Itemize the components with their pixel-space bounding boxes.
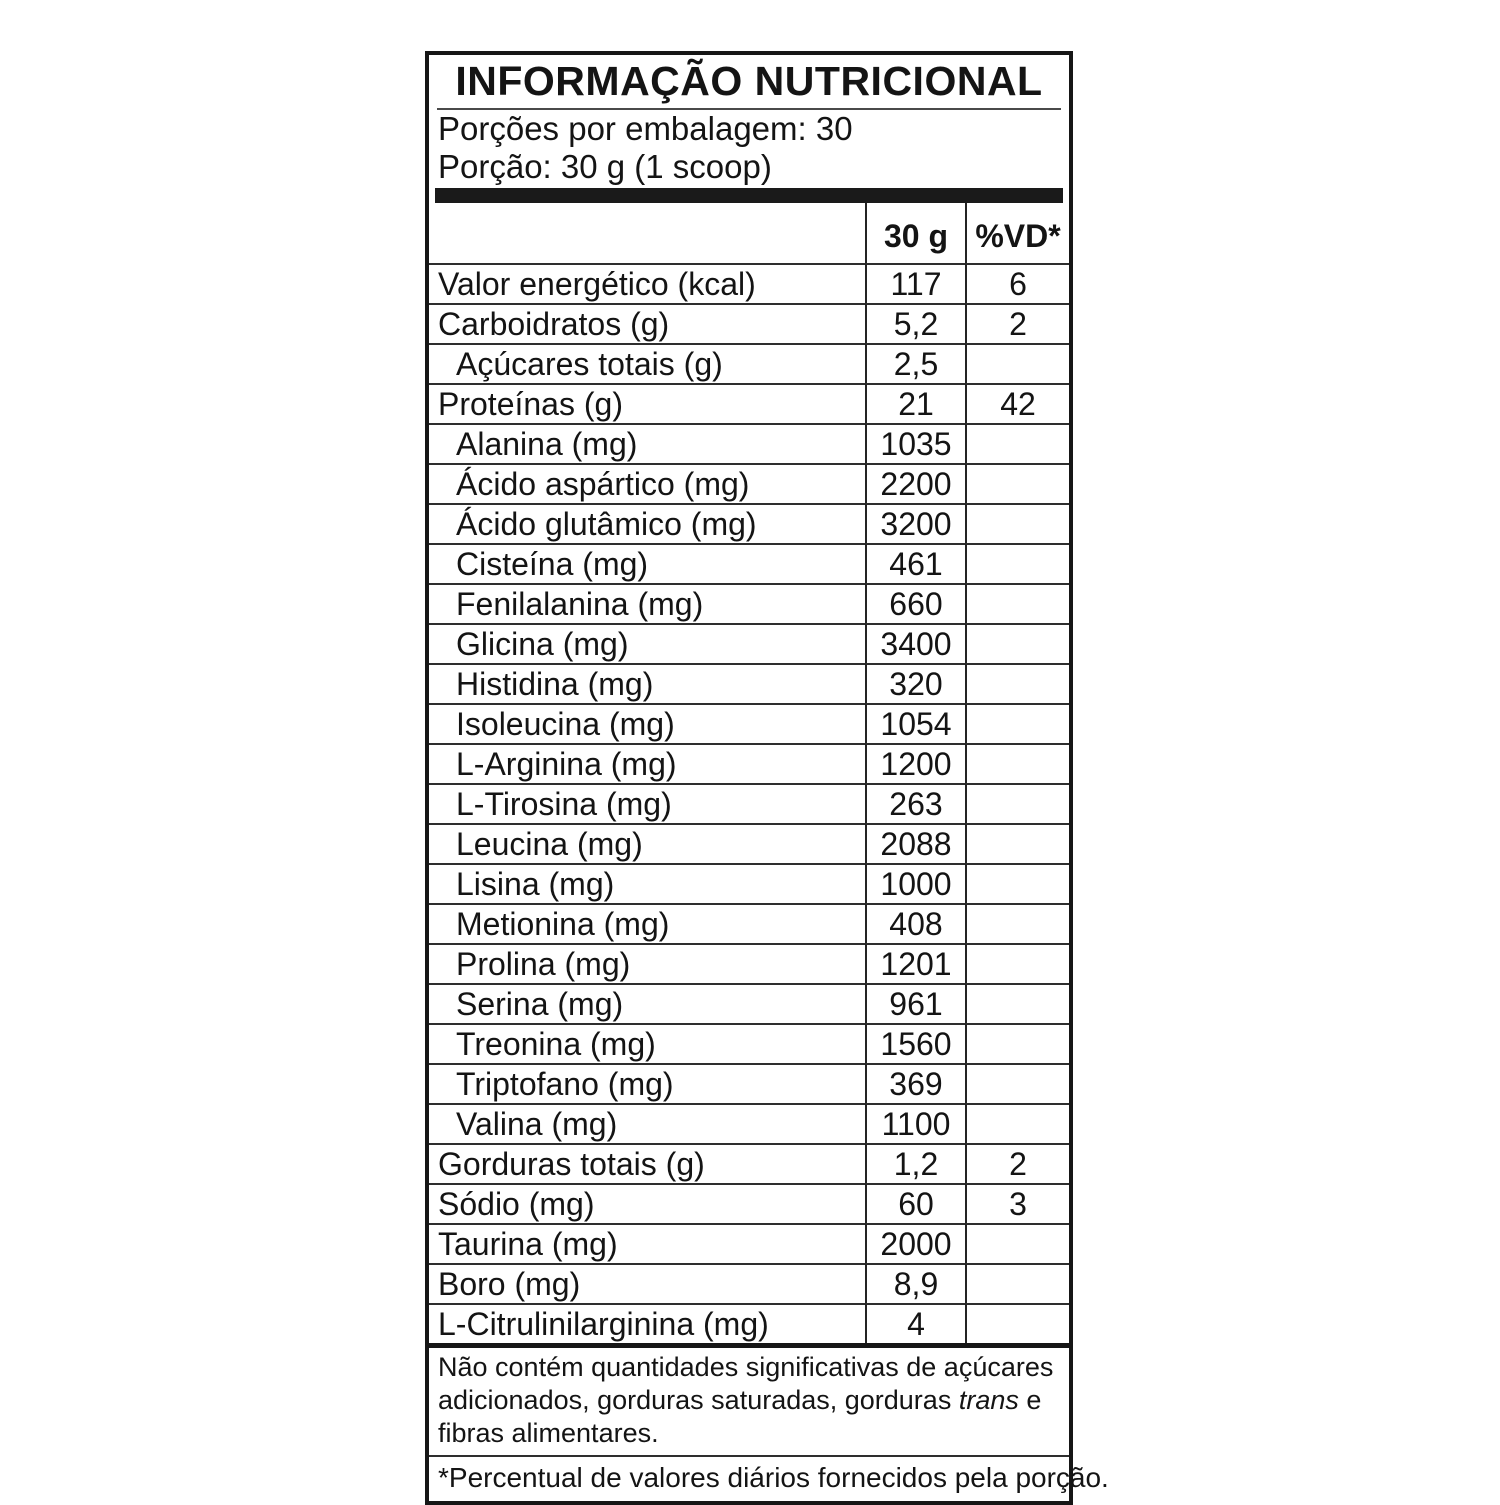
- footnote-trans-italic: trans: [958, 1385, 1019, 1415]
- column-header-daily-value: %VD*: [965, 203, 1069, 263]
- row-daily-value: [965, 1303, 1069, 1343]
- row-daily-value: 2: [965, 303, 1069, 343]
- row-label: Triptofano (mg): [429, 1063, 865, 1103]
- row-amount: 60: [865, 1183, 965, 1223]
- column-header-amount: 30 g: [865, 203, 965, 263]
- row-label: L-Arginina (mg): [429, 743, 865, 783]
- footnote-text: Não contém quantidades significativas de açúcares adicionados, gorduras saturadas, gorduras: [438, 1352, 1054, 1415]
- row-amount: 1035: [865, 423, 965, 463]
- row-label: Gorduras totais (g): [429, 1143, 865, 1183]
- row-label: Boro (mg): [429, 1263, 865, 1303]
- row-label: Taurina (mg): [429, 1223, 865, 1263]
- row-daily-value: [965, 343, 1069, 383]
- thick-separator-bar: [435, 188, 1063, 203]
- row-amount: 320: [865, 663, 965, 703]
- row-daily-value: [965, 1103, 1069, 1143]
- page-title: INFORMAÇÃO NUTRICIONAL: [455, 58, 1043, 104]
- row-label: Fenilalanina (mg): [429, 583, 865, 623]
- row-label: Carboidratos (g): [429, 303, 865, 343]
- row-daily-value: 2: [965, 1143, 1069, 1183]
- nutrition-table: [429, 203, 1069, 1343]
- row-amount: 3400: [865, 623, 965, 663]
- row-label: Treonina (mg): [429, 1023, 865, 1063]
- footnote-text-end: e fibras alimentares.: [438, 1385, 1042, 1448]
- row-amount: 263: [865, 783, 965, 823]
- row-amount: 8,9: [865, 1263, 965, 1303]
- row-amount: 1000: [865, 863, 965, 903]
- row-amount: 408: [865, 903, 965, 943]
- row-daily-value: [965, 1063, 1069, 1103]
- row-label: Isoleucina (mg): [429, 703, 865, 743]
- row-amount: 117: [865, 263, 965, 303]
- footnote-significant-amounts: [429, 1348, 1069, 1455]
- row-amount: 2200: [865, 463, 965, 503]
- row-amount: 1560: [865, 1023, 965, 1063]
- row-daily-value: [965, 503, 1069, 543]
- row-amount: 2088: [865, 823, 965, 863]
- row-amount: 1200: [865, 743, 965, 783]
- row-daily-value: [965, 743, 1069, 783]
- row-label: Serina (mg): [429, 983, 865, 1023]
- row-daily-value: [965, 1263, 1069, 1303]
- row-daily-value: [965, 703, 1069, 743]
- row-label: Valina (mg): [429, 1103, 865, 1143]
- row-amount: 961: [865, 983, 965, 1023]
- row-amount: 5,2: [865, 303, 965, 343]
- row-label: Histidina (mg): [429, 663, 865, 703]
- row-label: Alanina (mg): [429, 423, 865, 463]
- row-label: L-Citrulinilarginina (mg): [429, 1303, 865, 1343]
- serving-size: Porção: 30 g (1 scoop): [438, 148, 772, 185]
- row-daily-value: 42: [965, 383, 1069, 423]
- row-amount: 21: [865, 383, 965, 423]
- row-amount: 3200: [865, 503, 965, 543]
- row-label: Metionina (mg): [429, 903, 865, 943]
- row-amount: 2000: [865, 1223, 965, 1263]
- row-amount: 1,2: [865, 1143, 965, 1183]
- row-daily-value: [965, 623, 1069, 663]
- row-daily-value: 3: [965, 1183, 1069, 1223]
- row-amount: 1201: [865, 943, 965, 983]
- row-label: Sódio (mg): [429, 1183, 865, 1223]
- row-daily-value: [965, 423, 1069, 463]
- row-daily-value: [965, 543, 1069, 583]
- row-amount: 369: [865, 1063, 965, 1103]
- row-amount: 1100: [865, 1103, 965, 1143]
- row-daily-value: [965, 1023, 1069, 1063]
- column-header-empty: [429, 203, 865, 263]
- row-label: Leucina (mg): [429, 823, 865, 863]
- row-daily-value: [965, 863, 1069, 903]
- nutrition-facts-panel: [425, 51, 1109, 1505]
- row-amount: 660: [865, 583, 965, 623]
- row-label: Ácido glutâmico (mg): [429, 503, 865, 543]
- row-label: L-Tirosina (mg): [429, 783, 865, 823]
- row-label: Glicina (mg): [429, 623, 865, 663]
- row-label: Prolina (mg): [429, 943, 865, 983]
- row-label: Lisina (mg): [429, 863, 865, 903]
- row-label: Proteínas (g): [429, 383, 865, 423]
- row-daily-value: [965, 903, 1069, 943]
- row-daily-value: [965, 663, 1069, 703]
- row-daily-value: [965, 983, 1069, 1023]
- row-amount: 2,5: [865, 343, 965, 383]
- footnote-daily-values: *Percentual de valores diários fornecidos pela porção.: [438, 1462, 1109, 1493]
- row-label: Cisteína (mg): [429, 543, 865, 583]
- row-daily-value: [965, 583, 1069, 623]
- row-daily-value: [965, 823, 1069, 863]
- row-amount: 4: [865, 1303, 965, 1343]
- row-daily-value: [965, 1223, 1069, 1263]
- row-amount: 461: [865, 543, 965, 583]
- row-amount: 1054: [865, 703, 965, 743]
- servings-per-package: Porções por embalagem: 30: [438, 110, 853, 147]
- row-daily-value: [965, 943, 1069, 983]
- row-daily-value: [965, 783, 1069, 823]
- row-label: Ácido aspártico (mg): [429, 463, 865, 503]
- row-daily-value: 6: [965, 263, 1069, 303]
- row-label: Açúcares totais (g): [429, 343, 865, 383]
- row-daily-value: [965, 463, 1069, 503]
- row-label: Valor energético (kcal): [429, 263, 865, 303]
